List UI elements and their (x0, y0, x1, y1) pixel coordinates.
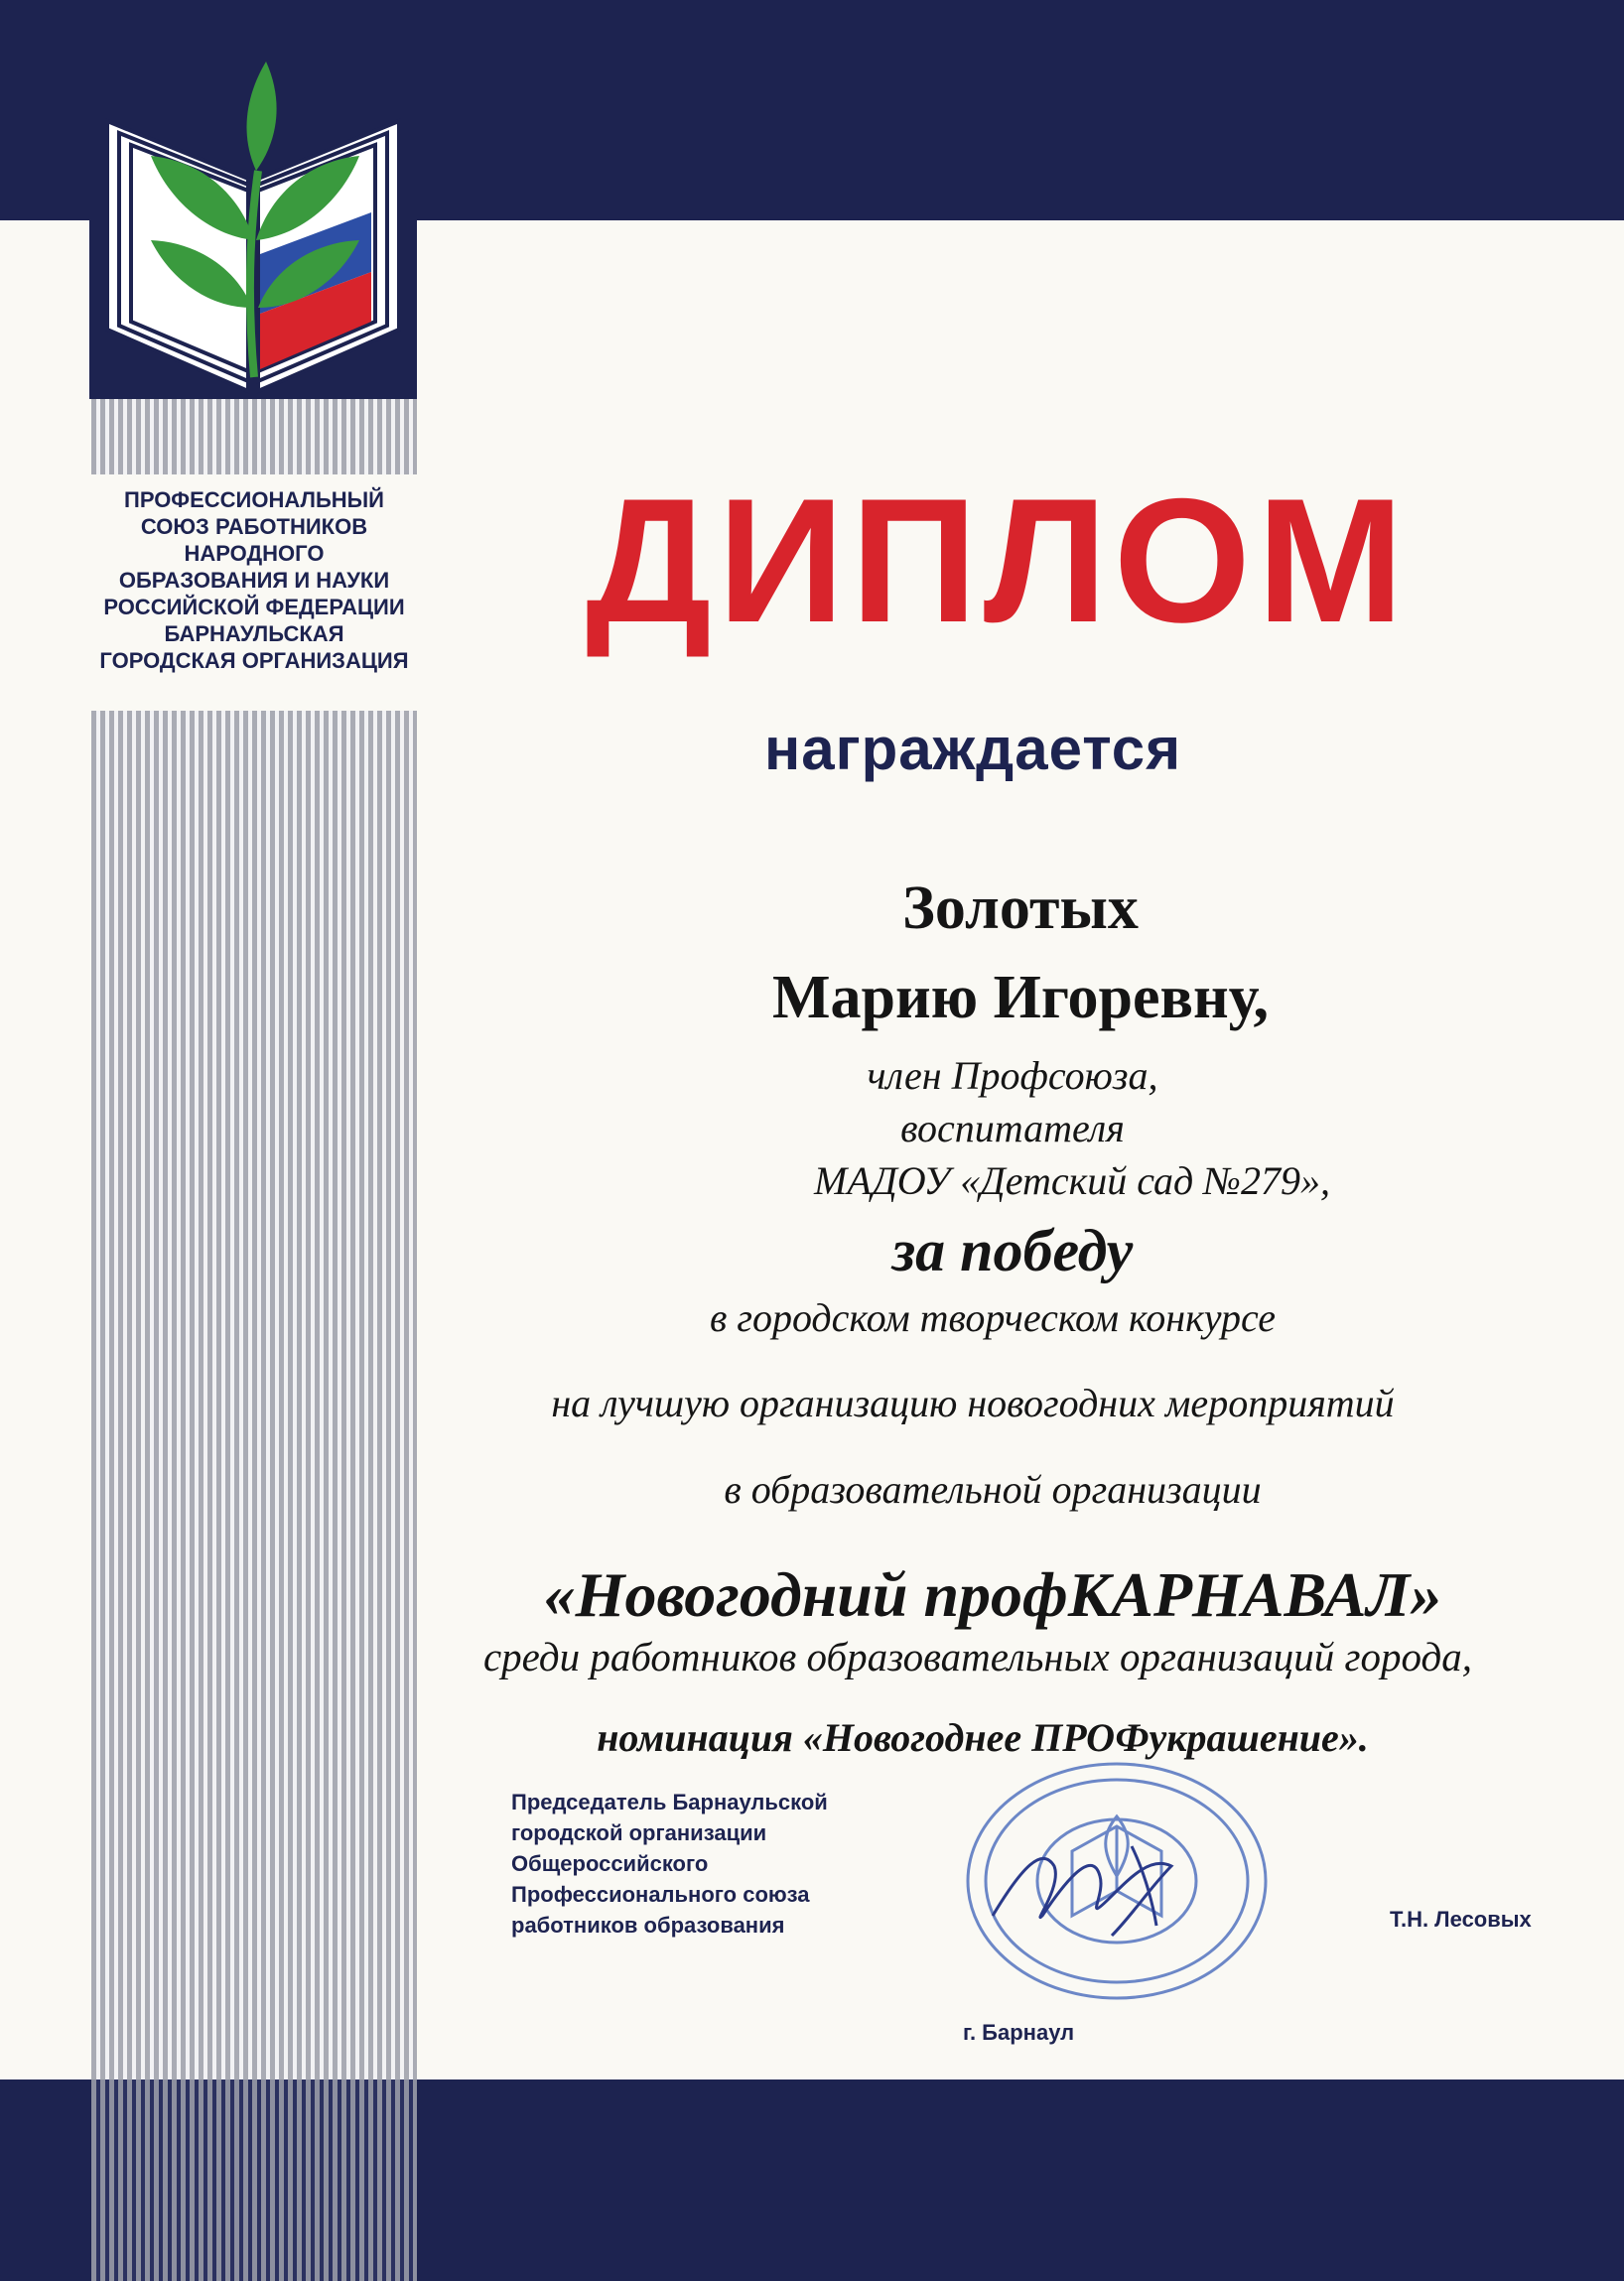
award-among: среди работников образовательных организаций города, (482, 1634, 1472, 1679)
recipient-position: воспитателя (900, 1106, 1125, 1150)
organization-name: ПРОФЕССИОНАЛЬНЫЙ СОЮЗ РАБОТНИКОВ НАРОДНОГО ОБРАЗОВАНИЯ И НАУКИ РОССИЙСКОЙ ФЕДЕРАЦИИ БАРНАУЛЬСКАЯ ГОРОДСКАЯ ОРГАНИЗАЦИЯ (99, 487, 409, 673)
award-line-1: в городском творческом конкурсе (709, 1295, 1277, 1340)
city-label: г. Барнаул (963, 2020, 1075, 2045)
signature-icon (983, 1807, 1221, 1955)
recipient-surname: Золотых (902, 874, 1139, 942)
union-logo-icon (89, 62, 417, 399)
bottom-stripe-panel (91, 2080, 417, 2281)
signer-title: Председатель Барнаульской городской организации Общероссийского Профессионального союза работников образования (511, 1790, 828, 1938)
recipient-given-names: Марию Игоревну, (772, 964, 1269, 1031)
recipient-membership: член Профсоюза, (867, 1053, 1158, 1098)
contest-name: «Новогодний профКАРНАВАЛ» (543, 1559, 1442, 1630)
recipient-workplace: МАДОУ «Детский сад №279», (814, 1158, 1330, 1203)
award-reason: за победу (891, 1218, 1134, 1283)
awarded-heading: награждается (764, 716, 1182, 782)
award-line-2: на лучшую организацию новогодних мероприятий (551, 1381, 1395, 1425)
award-line-3: в образовательной организации (724, 1467, 1262, 1512)
diploma-title: ДИПЛОМ (586, 462, 1411, 659)
signer-name: Т.Н. Лесовых (1390, 1907, 1532, 1932)
award-nomination: номинация «Новогоднее ПРОФукрашение». (597, 1715, 1369, 1760)
